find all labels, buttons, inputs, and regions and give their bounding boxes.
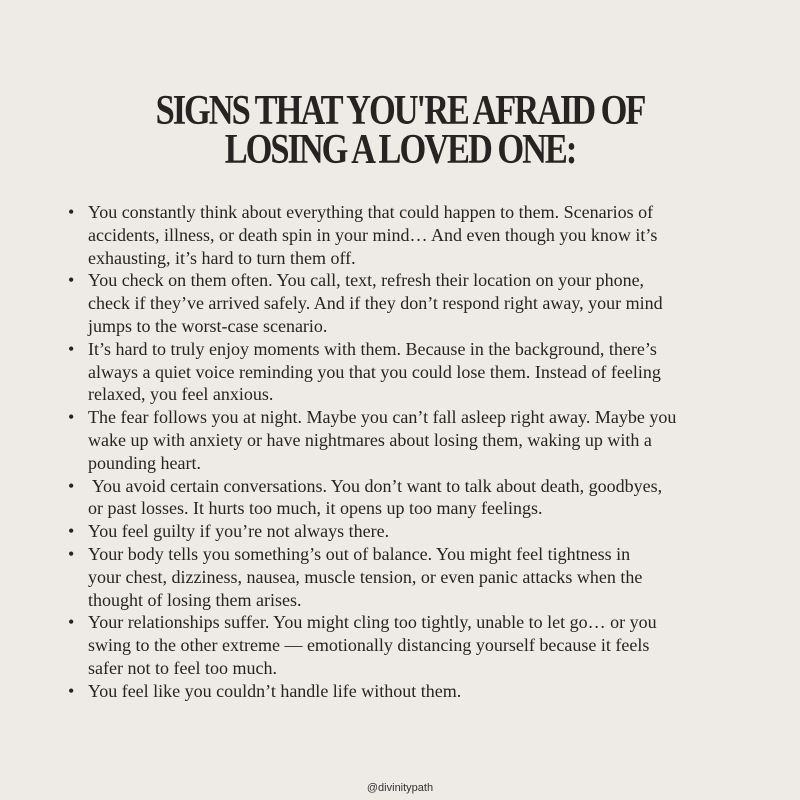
title-line: SIGNS THAT YOU'RE AFRAID OF xyxy=(155,88,645,134)
bullet-icon: • xyxy=(68,612,75,633)
list-item xyxy=(66,543,786,611)
list-item-text: You constantly think about everything that could happen to them. Scenarios of xyxy=(88,202,654,222)
bullet-icon: • xyxy=(68,338,75,359)
list-item-text: You feel guilty if you’re not always there. xyxy=(88,521,390,542)
list-item xyxy=(66,611,786,679)
list-item-text: You check on them often. You call, text, refresh their location on your phone, xyxy=(88,270,645,291)
title-line: LOSING A LOVED ONE: xyxy=(224,127,576,173)
list-item-text: Your body tells you something’s out of balance. You might feel tightness in xyxy=(88,543,631,564)
list-item-text: The fear follows you at night. Maybe you can’t fall asleep right away. Maybe you xyxy=(88,407,677,428)
bullet-icon: • xyxy=(68,270,75,291)
list-item xyxy=(66,201,786,269)
list-item-text: swing to the other extreme — emotionally distancing yourself because it feels xyxy=(88,635,650,656)
list-item-text: pounding heart. xyxy=(88,452,201,473)
list-item-text: wake up with anxiety or have nightmares about losing them, waking up with a xyxy=(88,429,652,450)
list-item-text: safer not to feel too much. xyxy=(88,657,277,678)
list-item xyxy=(66,680,786,703)
list-item xyxy=(66,338,786,406)
list-item xyxy=(66,406,786,474)
list-item-text: exhausting, it’s hard to turn them off. xyxy=(88,247,356,268)
list-item-text: check if they’ve arrived safely. And if they don’t respond right away, your mind xyxy=(88,293,663,314)
list-item xyxy=(66,475,786,521)
author-handle: @divinitypath xyxy=(366,782,434,794)
list-item-text: or past losses. It hurts too much, it opens up too many feelings. xyxy=(88,498,543,519)
bullet-icon: • xyxy=(68,475,75,496)
bullet-icon: • xyxy=(68,521,75,542)
bullet-icon: • xyxy=(68,543,75,564)
bullet-icon: • xyxy=(68,407,75,428)
list-item-text: Your relationships suffer. You might cling too tightly, unable to let go… or you xyxy=(88,612,657,633)
bullet-icon: • xyxy=(68,680,75,701)
list-item-text: You avoid certain conversations. You don’t want to talk about death, goodbyes, xyxy=(88,475,663,496)
list-item xyxy=(66,269,786,337)
bullet-icon: • xyxy=(68,202,75,222)
list-item-text: your chest, dizziness, nausea, muscle tension, or even panic attacks when the xyxy=(88,566,643,587)
list-item-text: jumps to the worst-case scenario. xyxy=(88,315,328,336)
page-title xyxy=(0,88,800,173)
signs-list xyxy=(66,201,786,703)
list-item-text: You feel like you couldn’t handle life without them. xyxy=(88,680,462,701)
list-item-text: accidents, illness, or death spin in your mind… And even though you know it’s xyxy=(88,224,658,245)
list-item-text: always a quiet voice reminding you that you could lose them. Instead of feeling xyxy=(88,361,661,382)
list-item-text: relaxed, you feel anxious. xyxy=(88,384,274,405)
list-item-text: thought of losing them arises. xyxy=(88,589,302,610)
list-item xyxy=(66,520,786,543)
list-item-text: It’s hard to truly enjoy moments with them. Because in the background, there’s xyxy=(88,338,657,359)
